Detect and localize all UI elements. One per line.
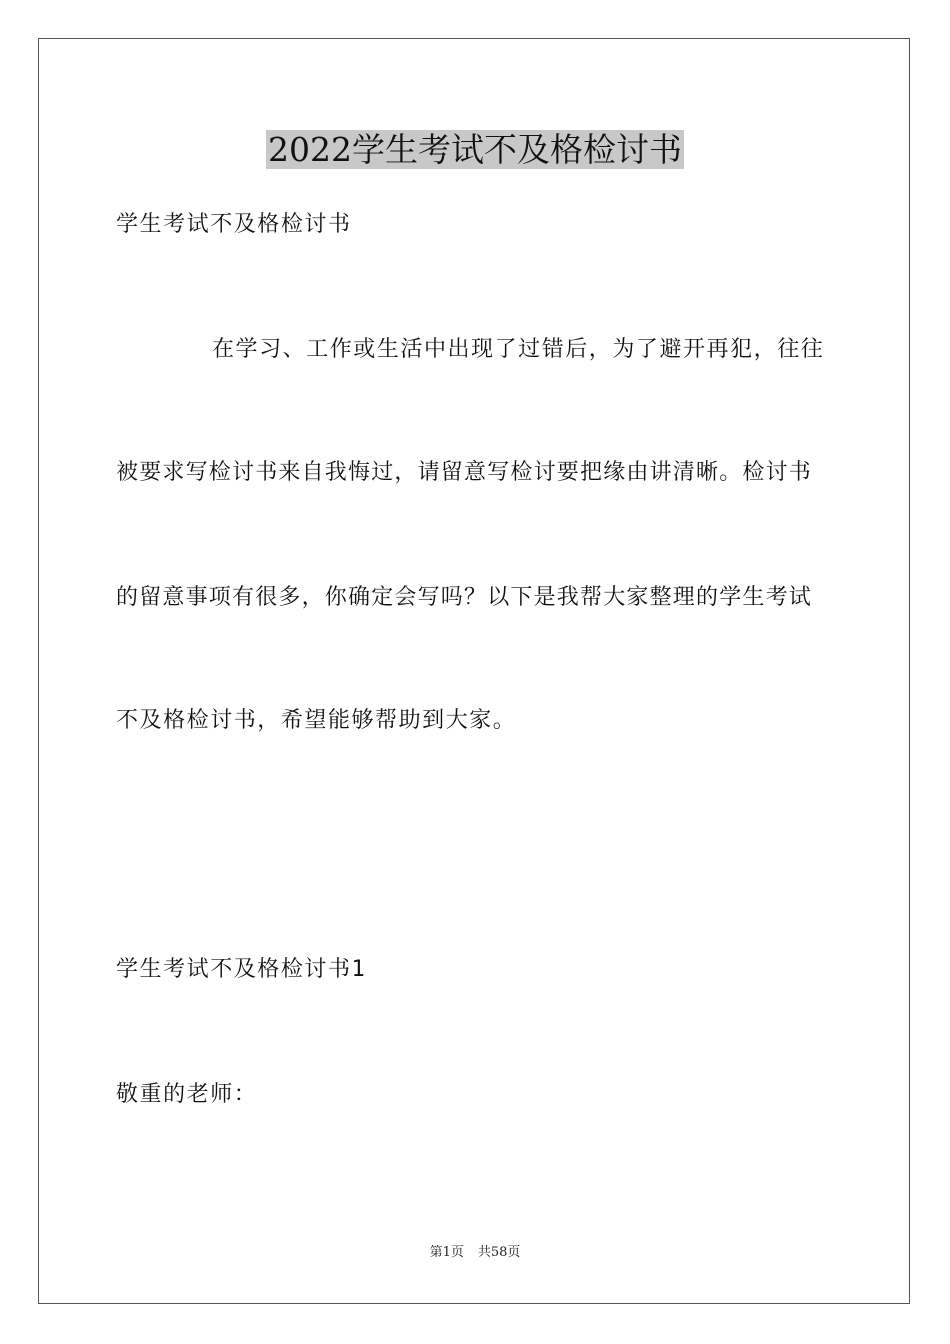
page-number: 第1页	[429, 1245, 464, 1260]
salutation: 敬重的老师：	[116, 1082, 258, 1107]
intro-line-2: 被要求写检讨书来自我悔过，请留意写检讨要把缘由讲清晰。检讨书	[116, 460, 813, 485]
document-title	[0, 126, 950, 174]
page-footer	[0, 1244, 950, 1262]
intro-line-1: 在学习、工作或生活中出现了过错后，为了避开再犯，往往	[212, 337, 825, 362]
intro-line-4: 不及格检讨书，希望能够帮助到大家。	[116, 708, 517, 733]
page-total: 共58页	[477, 1245, 521, 1260]
subtitle: 学生考试不及格检讨书	[116, 212, 352, 237]
intro-line-3: 的留意事项有很多，你确定会写吗？以下是我帮大家整理的学生考试	[116, 585, 813, 610]
section-heading: 学生考试不及格检讨书1	[116, 957, 367, 982]
document-title-text: 2022学生考试不及格检讨书	[268, 130, 682, 169]
